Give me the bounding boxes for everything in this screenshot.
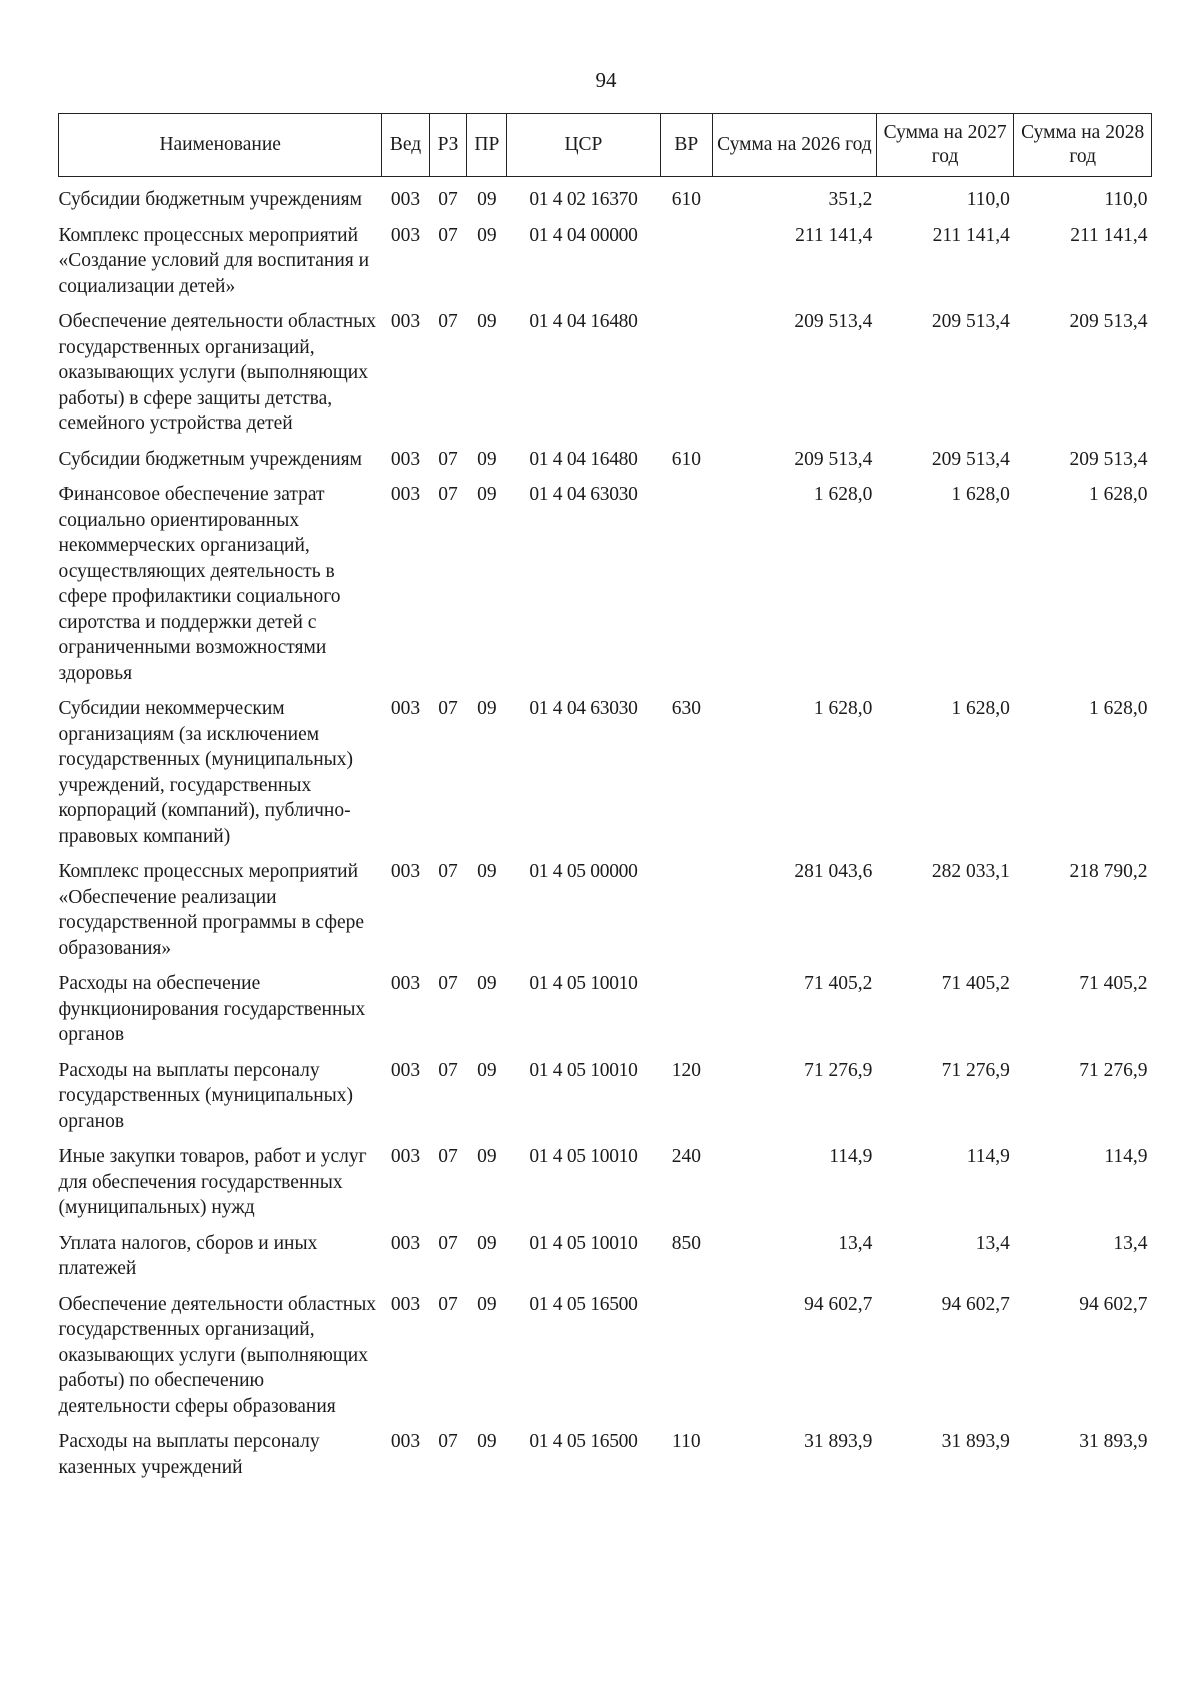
row-ved: 003 xyxy=(390,311,421,332)
table-row xyxy=(59,1051,1152,1138)
row-name: Уплата налогов, сборов и иных платежей xyxy=(58,1232,318,1279)
row-ved: 003 xyxy=(390,189,421,210)
row-sum-2028: 218 790,2 xyxy=(1069,861,1148,882)
header-rz: РЗ xyxy=(429,114,467,177)
row-name: Обеспечение деятельности областных государственных организаций, оказывающих услуги (выполняющих работы) в сфере защиты детства, семейного устройства детей xyxy=(58,311,377,434)
row-rz: 07 xyxy=(438,224,458,246)
table-row xyxy=(59,475,1152,689)
row-name: Расходы на обеспечение функционирования государственных органов xyxy=(58,973,366,1045)
header-name: Наименование xyxy=(59,114,382,177)
row-csr: 01 4 04 16480 xyxy=(529,448,638,470)
row-rz: 07 xyxy=(438,1431,458,1452)
row-csr: 01 4 04 63030 xyxy=(529,698,638,719)
table-row xyxy=(59,1285,1152,1423)
row-sum-2028: 1 628,0 xyxy=(1089,484,1148,505)
row-sum-2026: 211 141,4 xyxy=(795,224,873,246)
row-pr: 09 xyxy=(477,1059,497,1081)
row-pr: 09 xyxy=(477,224,497,246)
row-sum-2028: 211 141,4 xyxy=(1070,224,1148,246)
row-name: Субсидии бюджетным учреждениям xyxy=(58,448,362,470)
table-row xyxy=(59,1422,1152,1483)
row-rz: 07 xyxy=(438,973,458,994)
row-sum-2027: 110,0 xyxy=(966,189,1010,210)
row-pr: 09 xyxy=(477,311,497,332)
row-ved: 003 xyxy=(390,1059,421,1081)
page-number: 94 xyxy=(595,68,617,92)
row-ved: 003 xyxy=(390,1293,421,1315)
row-pr: 09 xyxy=(477,1293,497,1315)
row-ved: 003 xyxy=(390,861,421,882)
table-row xyxy=(59,964,1152,1051)
row-sum-2028: 114,9 xyxy=(1104,1146,1148,1167)
row-pr: 09 xyxy=(477,973,497,994)
row-sum-2027: 94 602,7 xyxy=(941,1293,1010,1315)
row-sum-2028: 1 628,0 xyxy=(1089,698,1148,719)
table-header-row xyxy=(59,114,1152,177)
row-sum-2028: 71 405,2 xyxy=(1079,973,1148,994)
table-row xyxy=(59,440,1152,476)
row-sum-2028: 94 602,7 xyxy=(1079,1293,1148,1315)
row-name: Расходы на выплаты персоналу казенных учреждений xyxy=(58,1431,320,1478)
row-sum-2028: 13,4 xyxy=(1113,1232,1148,1254)
row-rz: 07 xyxy=(438,861,458,882)
row-ved: 003 xyxy=(390,484,421,505)
row-rz: 07 xyxy=(438,484,458,505)
row-rz: 07 xyxy=(438,698,458,719)
row-sum-2028: 209 513,4 xyxy=(1069,448,1148,470)
row-csr: 01 4 05 10010 xyxy=(529,973,638,994)
row-sum-2027: 209 513,4 xyxy=(931,311,1010,332)
table-row xyxy=(59,177,1152,216)
row-rz: 07 xyxy=(438,1059,458,1081)
row-vr: 110 xyxy=(672,1431,701,1452)
row-vr: 630 xyxy=(671,698,701,719)
row-sum-2028: 110,0 xyxy=(1104,189,1148,210)
row-vr xyxy=(660,852,712,964)
row-name: Комплекс процессных мероприятий «Обеспечение реализации государственной программы в сфере образования» xyxy=(58,861,365,959)
row-name: Обеспечение деятельности областных государственных организаций, оказывающих услуги (выполняющих работы) по обеспечению деятельности сферы образования xyxy=(58,1293,377,1417)
row-sum-2027: 211 141,4 xyxy=(932,224,1010,246)
table-row xyxy=(59,852,1152,964)
row-csr: 01 4 05 10010 xyxy=(529,1146,638,1167)
row-ved: 003 xyxy=(390,698,421,719)
row-csr: 01 4 04 63030 xyxy=(529,484,638,505)
row-sum-2027: 114,9 xyxy=(966,1146,1010,1167)
row-sum-2027: 1 628,0 xyxy=(951,698,1010,719)
table-row xyxy=(59,216,1152,303)
row-pr: 09 xyxy=(477,448,497,470)
row-ved: 003 xyxy=(390,448,421,470)
row-csr: 01 4 04 16480 xyxy=(529,311,638,332)
row-csr: 01 4 02 16370 xyxy=(529,189,638,210)
row-vr xyxy=(660,216,712,303)
row-sum-2026: 209 513,4 xyxy=(794,311,873,332)
row-csr: 01 4 04 00000 xyxy=(529,224,638,246)
row-vr xyxy=(660,302,712,440)
row-sum-2026: 114,9 xyxy=(829,1146,873,1167)
row-sum-2026: 1 628,0 xyxy=(813,484,873,505)
row-pr: 09 xyxy=(477,1232,497,1254)
row-pr: 09 xyxy=(477,189,497,210)
table-row xyxy=(59,1224,1152,1285)
row-ved: 003 xyxy=(390,1431,421,1452)
row-sum-2026: 281 043,6 xyxy=(794,861,873,882)
row-pr: 09 xyxy=(477,861,497,882)
row-name: Субсидии некоммерческим организациям (за исключением государственных (муниципальных) учреждений, государственных корпораций (компаний), публично-правовых компаний) xyxy=(58,698,354,847)
header-sum-2026: Сумма на 2026 год xyxy=(713,114,877,177)
row-vr: 610 xyxy=(671,448,701,470)
row-csr: 01 4 05 10010 xyxy=(529,1232,638,1254)
row-ved: 003 xyxy=(390,973,421,994)
row-name: Иные закупки товаров, работ и услуг для обеспечения государственных (муниципальных) нужд xyxy=(58,1146,367,1218)
row-csr: 01 4 05 16500 xyxy=(529,1431,638,1452)
row-vr: 120 xyxy=(671,1059,701,1081)
row-rz: 07 xyxy=(438,448,458,470)
row-sum-2027: 282 033,1 xyxy=(931,861,1010,882)
row-sum-2027: 13,4 xyxy=(975,1232,1010,1254)
row-rz: 07 xyxy=(438,1146,458,1167)
row-vr: 850 xyxy=(671,1232,701,1254)
row-csr: 01 4 05 16500 xyxy=(529,1293,638,1315)
row-sum-2028: 209 513,4 xyxy=(1069,311,1148,332)
row-pr: 09 xyxy=(477,1146,497,1167)
table-row xyxy=(59,689,1152,852)
row-vr: 610 xyxy=(671,189,701,210)
row-sum-2026: 71 405,2 xyxy=(804,973,873,994)
row-sum-2026: 71 276,9 xyxy=(804,1059,873,1081)
header-pr: ПР xyxy=(467,114,507,177)
row-sum-2026: 209 513,4 xyxy=(794,448,873,470)
row-sum-2027: 71 276,9 xyxy=(941,1059,1010,1081)
row-rz: 07 xyxy=(438,189,458,210)
table-row xyxy=(59,1137,1152,1224)
row-vr xyxy=(660,964,712,1051)
row-pr: 09 xyxy=(477,484,497,505)
row-vr xyxy=(660,1285,712,1423)
table-row xyxy=(59,302,1152,440)
row-vr: 240 xyxy=(671,1146,701,1167)
header-sum-2027: Сумма на 2027 год xyxy=(876,114,1014,177)
row-rz: 07 xyxy=(438,1293,458,1315)
row-ved: 003 xyxy=(390,1146,421,1167)
row-pr: 09 xyxy=(477,1431,497,1452)
header-csr: ЦСР xyxy=(507,114,660,177)
budget-table xyxy=(58,113,1152,1483)
row-ved: 003 xyxy=(390,1232,421,1254)
row-sum-2026: 351,2 xyxy=(828,189,873,210)
row-name: Комплекс процессных мероприятий «Создание условий для воспитания и социализации детей» xyxy=(58,224,370,297)
row-sum-2027: 209 513,4 xyxy=(931,448,1010,470)
row-sum-2027: 71 405,2 xyxy=(941,973,1010,994)
row-vr xyxy=(660,475,712,689)
row-sum-2026: 31 893,9 xyxy=(804,1431,873,1452)
header-sum-2028: Сумма на 2028 год xyxy=(1014,114,1152,177)
header-vr: ВР xyxy=(660,114,712,177)
row-ved: 003 xyxy=(390,224,421,246)
row-name: Субсидии бюджетным учреждениям xyxy=(58,189,362,210)
row-sum-2028: 31 893,9 xyxy=(1079,1431,1148,1452)
row-sum-2027: 31 893,9 xyxy=(941,1431,1010,1452)
row-sum-2026: 1 628,0 xyxy=(813,698,873,719)
row-csr: 01 4 05 00000 xyxy=(529,861,638,882)
header-ved: Вед xyxy=(382,114,429,177)
row-sum-2026: 94 602,7 xyxy=(804,1293,873,1315)
row-sum-2027: 1 628,0 xyxy=(951,484,1010,505)
row-rz: 07 xyxy=(438,311,458,332)
row-rz: 07 xyxy=(438,1232,458,1254)
row-sum-2028: 71 276,9 xyxy=(1079,1059,1148,1081)
row-name: Расходы на выплаты персоналу государственных (муниципальных) органов xyxy=(58,1059,354,1132)
row-sum-2026: 13,4 xyxy=(838,1232,873,1254)
row-csr: 01 4 05 10010 xyxy=(529,1059,638,1081)
row-pr: 09 xyxy=(477,698,497,719)
row-name: Финансовое обеспечение затрат социально ориентированных некоммерческих организаций, осуществляющих деятельность в сфере профилактики социального сиротства и поддержки детей с ограниченными возможностями здоровья xyxy=(58,484,341,684)
